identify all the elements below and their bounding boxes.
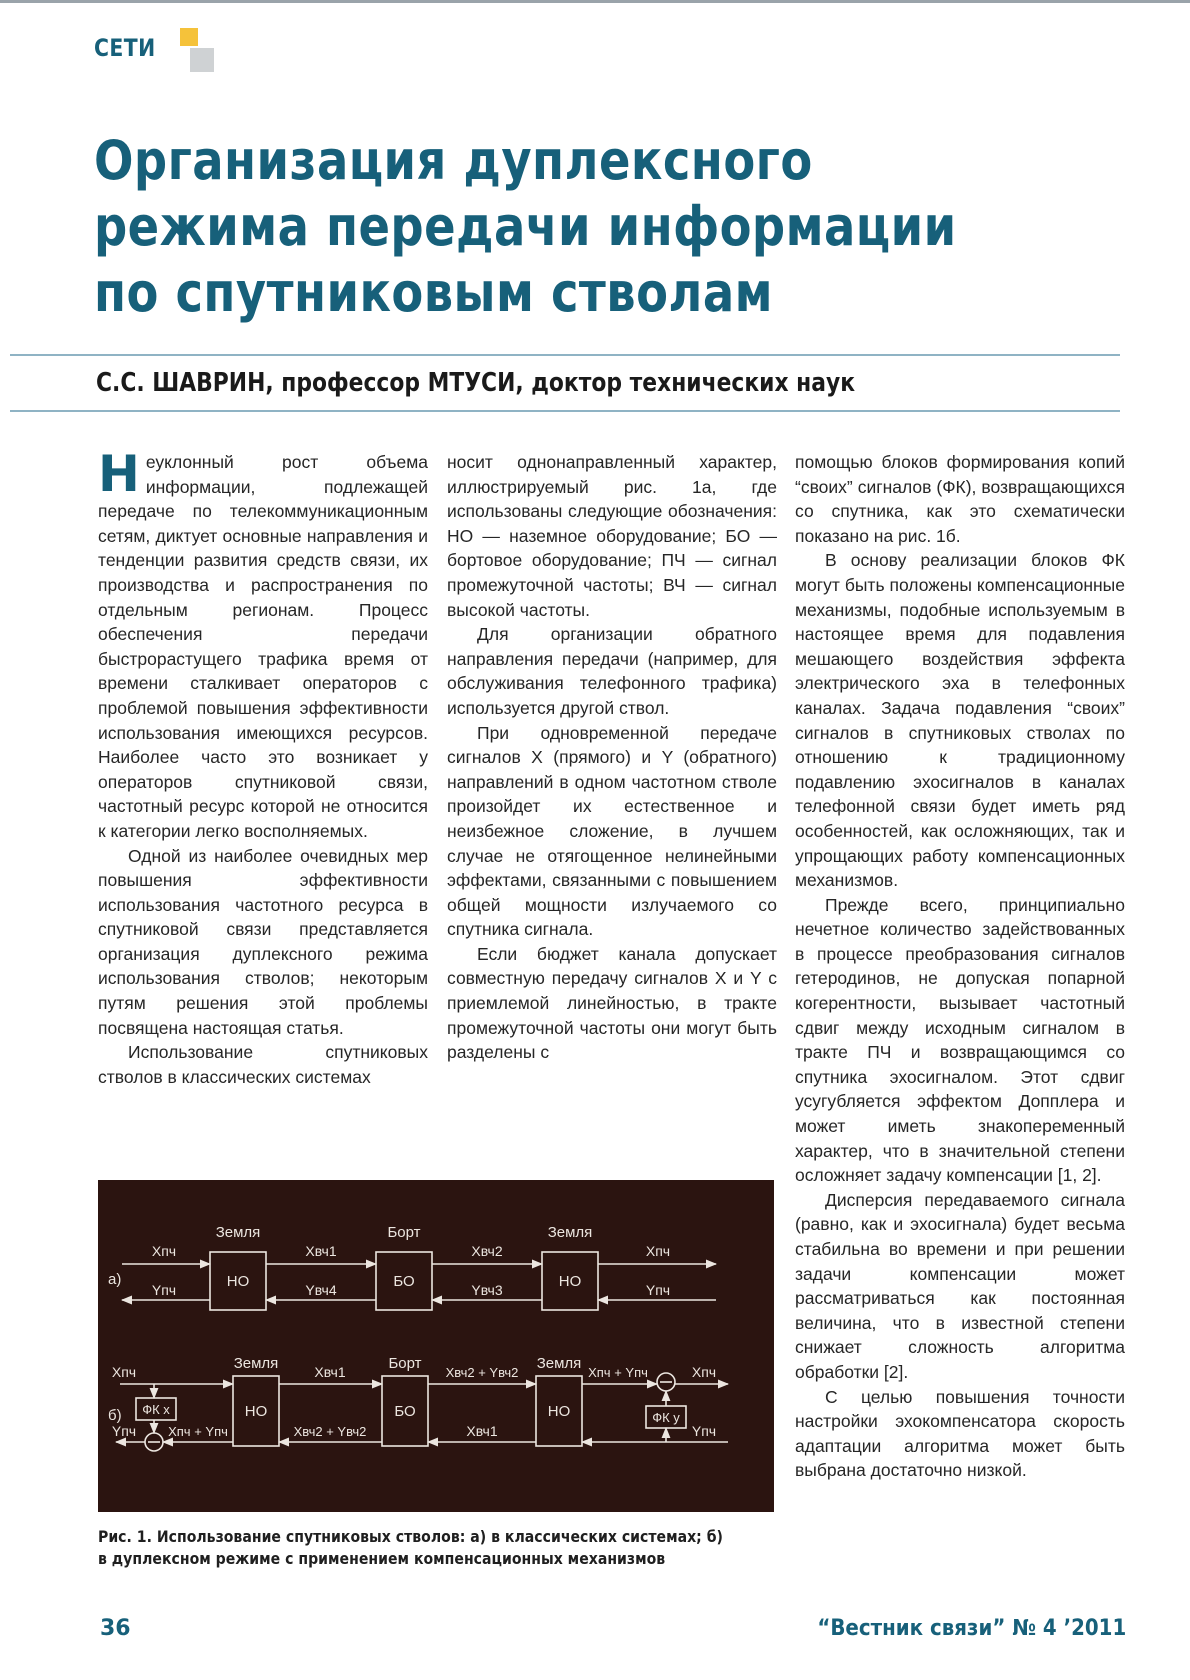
top-rule — [0, 0, 1190, 3]
paragraph: Прежде всего, принципиально нечетное количество задействованных в процессе преобразования сигналов гетеродинов, не допуская попарной когерентности, вызывает частотный сдвиг между исходным сигналом в тракте ПЧ и возвращающимся со спутника эхосигналом. Этот сдвиг усугубляется эффектом Допплера и может иметь знакопеременный характер, что в значительной степени осложняет задачу компенсации [1, 2]. — [795, 894, 1125, 1186]
block-diagram — [98, 1180, 774, 1512]
paragraph: В основу реализации блоков ФК могут быть положены компенсационные механизмы, подобные используемым в настоящее время для подавления мешающего воздействия эффекта электрического эха в телефонных каналах. Задача подавления “своих” сигналов в спутниковых стволах по отношению к традиционному подавлению эхосигналов в каналах телефонной связи будет иметь ряд особенностей, как осложняющих, так и упрощающих работу компенсационных механизмов. — [795, 550, 1125, 891]
fk-y-label: ФК y — [652, 1410, 680, 1425]
box-a-3: НО — [558, 1273, 582, 1290]
article-title: Организация дуплексного режима передачи информации по спутниковым стволам — [94, 129, 957, 324]
header-a-1: Земля — [215, 1224, 261, 1241]
paragraph — [98, 445, 428, 844]
section-label: СЕТИ — [94, 34, 156, 62]
paragraph-text: еуклонный рост объема информации, подлежащей передаче по телекоммуникационным сетям, диктует основные направления и тенденции развития средств связи, их производства и распространения по отдельным регионам. Процесс обеспечения передачи быстрорастущего трафика время от времени сталкивает операторов с проблемой повышения эффективности использования имеющихся ресурсов. Наиболее часто это возникает у операторов спутниковой связи, частотный ресурс которой не относится к категории легко восполняемых. — [98, 452, 428, 841]
box-b-2: БО — [394, 1403, 416, 1420]
box-b-1: НО — [244, 1403, 268, 1420]
signal-b-right-out: Xпч — [691, 1364, 717, 1380]
paragraph: Использование спутниковых стволов в классических системах — [98, 1042, 428, 1087]
divider-top — [10, 354, 1120, 356]
signal-b-top-3: Xпч + Yпч — [588, 1365, 648, 1380]
page-number: 36 — [100, 1616, 131, 1641]
signal-b-left-in: Xпч — [111, 1364, 137, 1380]
section-marker-yellow — [180, 28, 198, 46]
header-b-1: Земля — [233, 1355, 279, 1372]
divider-bottom — [10, 410, 1120, 412]
signal-b-left-out: Yпч — [111, 1423, 137, 1439]
figure-1 — [98, 1180, 774, 1512]
paragraph: помощью блоков формирования копий “своих” сигналов (ФК), возвращающихся со спутника, как это схематически показано на рис. 1б. — [795, 452, 1125, 546]
signal-a-bottom-3: Yвч3 — [471, 1282, 503, 1298]
paragraph: С целью повышения точности настройки эхокомпенсатора скорость адаптации алгоритма может быть выбрана достаточно низкой. — [795, 1386, 1125, 1481]
box-b-3: НО — [547, 1403, 571, 1420]
figure-caption: Рис. 1. Использование спутниковых стволов: а) в классических системах; б) в дуплексном режиме с применением компенсационных механизмов — [98, 1527, 723, 1568]
section-marker-gray — [190, 48, 214, 72]
signal-b-top-2: Xвч2 + Yвч2 — [445, 1365, 519, 1380]
header-b-2: Борт — [388, 1355, 422, 1372]
signal-b-bottom-1: Xвч2 + Yвч2 — [293, 1424, 367, 1439]
signal-a-bottom-4: Yпч — [645, 1282, 671, 1298]
paragraph: Для организации обратного направления передачи (например, для обслуживания телефонного трафика) используется другой ствол. — [447, 624, 777, 718]
header-b-3: Земля — [536, 1355, 582, 1372]
signal-a-top-4: Xпч — [645, 1243, 671, 1259]
signal-a-bottom-1: Yпч — [151, 1282, 177, 1298]
header-a-3: Земля — [547, 1224, 593, 1241]
paragraph: При одновременной передаче сигналов X (прямого) и Y (обратного) направлений в одном частотном стволе произойдет их естественное и неизбежное сложение, в лучшем случае не отягощенное нелинейными эффектами, связанными с повышением общей мощности излучаемого со спутника сигнала. — [447, 722, 777, 940]
signal-b-left-sum: Xпч + Yпч — [168, 1424, 228, 1439]
signal-b-bottom-2: Xвч1 — [466, 1423, 498, 1439]
signal-b-top-1: Xвч1 — [314, 1364, 346, 1380]
paragraph: носит однонаправленный характер, иллюстрируемый рис. 1а, где использованы следующие обозначения: НО — наземное оборудование; БО — бортовое оборудование; ПЧ — сигнал промежуточной частоты; ВЧ — сигнал высокой частоты. — [447, 452, 777, 620]
signal-b-right-in: Yпч — [691, 1423, 717, 1439]
text-column-1 — [98, 445, 428, 1089]
text-column-3 — [795, 450, 1125, 1483]
fk-x-label: ФК x — [142, 1402, 170, 1417]
signal-a-bottom-2: Yвч4 — [305, 1282, 337, 1298]
paragraph: Если бюджет канала допускает совместную передачу сигналов X и Y с приемлемой линейностью, в тракте промежуточной частоты они могут быть разделены с — [447, 943, 777, 1063]
box-a-2: БО — [393, 1273, 415, 1290]
paragraph: Дисперсия передаваемого сигнала (равно, как и эхосигнала) будет весьма стабильна во времени и при решении задачи компенсации может рассматриваться как постоянная величина, что в известной степени снижает сложность алгоритма обработки [2]. — [795, 1189, 1125, 1382]
article-author: С.С. ШАВРИН, профессор МТУСИ, доктор технических наук — [96, 368, 856, 398]
text-column-2 — [447, 450, 777, 1065]
label-a: а) — [108, 1271, 122, 1288]
header-a-2: Борт — [387, 1224, 421, 1241]
drop-cap: Н — [98, 445, 140, 503]
label-b: б) — [108, 1407, 122, 1424]
signal-a-top-2: Xвч1 — [305, 1243, 337, 1259]
signal-a-top-1: Xпч — [151, 1243, 177, 1259]
journal-name: “Вестник связи” № 4 ’2011 — [817, 1616, 1126, 1641]
paragraph: Одной из наиболее очевидных мер повышения эффективности использования частотного ресурса в спутниковой связи представляется организация дуплексного режима использования стволов; некоторым путям решения этой проблемы посвящена настоящая статья. — [98, 845, 428, 1038]
box-a-1: НО — [226, 1273, 250, 1290]
signal-a-top-3: Xвч2 — [471, 1243, 503, 1259]
